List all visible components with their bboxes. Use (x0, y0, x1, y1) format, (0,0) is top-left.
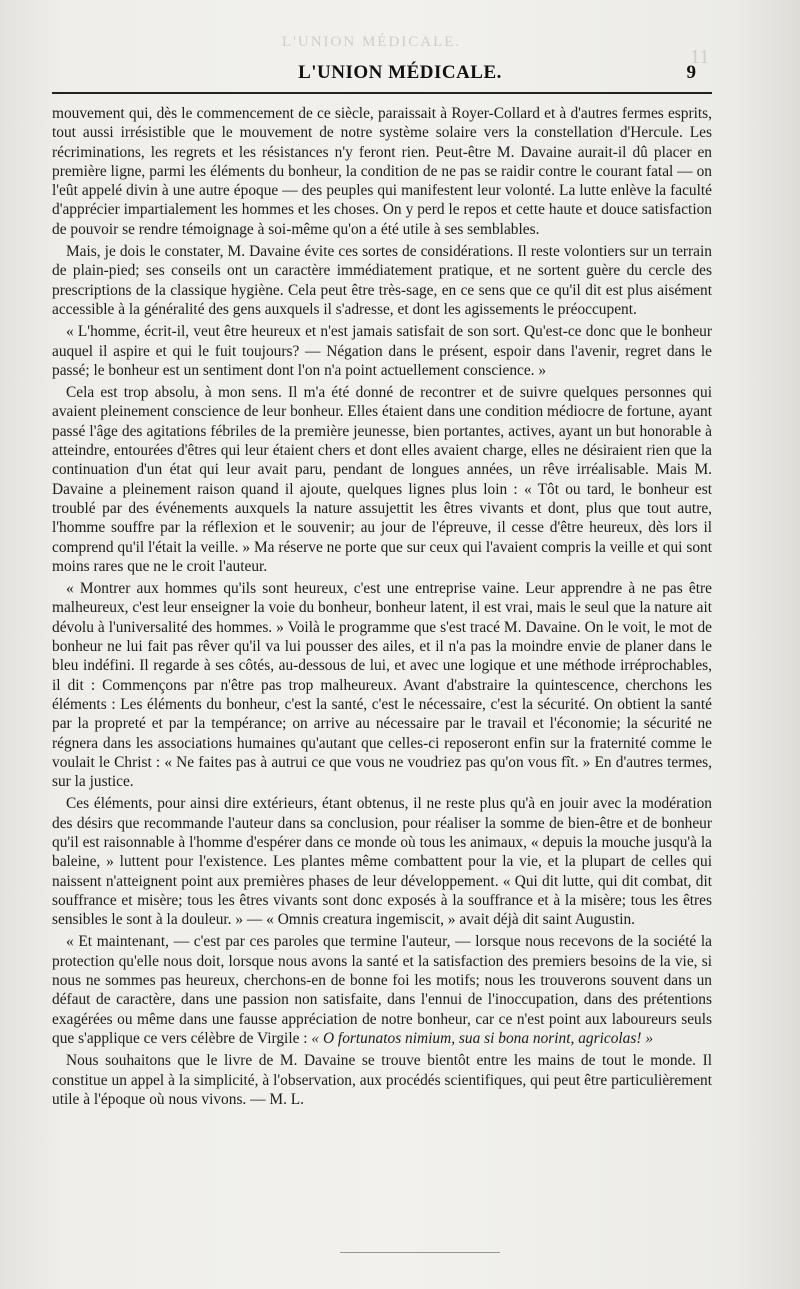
bleed-through-heading: L'UNION MÉDICALE. (282, 34, 462, 50)
paragraph-6: Ces éléments, pour ainsi dire extérieurs, étant obtenus, il ne reste plus qu'à en jouir avec la modération des désirs que recommande l'auteur dans sa conclusion, pour réaliser la somme de bien-être et de bonheur qu'il est raisonnable à l'homme d'espérer dans ce monde où tous les animaux, « depuis la mouche jusqu'à la baleine, » luttent pour l'existence. Les plantes même combattent pour la vie, et la plupart de celles qui naissent n'atteignent point aux premières phases de leur développement. « Qui dit lutte, qui dit combat, dit souffrance et misère; tous les êtres vivants sont donc exposés à la souffrance et à la misère; tous les êtres sensibles le sont à la douleur. » — « Omnis creatura ingemiscit, » avait déjà dit saint Augustin. (52, 795, 712, 929)
paragraph-2: Mais, je dois le constater, M. Davaine évite ces sortes de considérations. Il reste volontiers sur un terrain de plain-pied; ses conseils ont un caractère immédiatement pratique, et ne sortent guère du cercle des prescriptions de la classique hygiène. Cela peut être très-sage, en ce sens que ce qu'il dit est plus aisément accessible à la généralité des gens auxquels il s'adresse, et dont les agissements le préoccupent. (52, 243, 712, 318)
article-body (52, 104, 712, 1109)
paragraph-1: mouvement qui, dès le commencement de ce siècle, paraissait à Royer-Collard et à d'autres fermes esprits, tout aussi irrésistible que le mouvement de notre système solaire vers la constellation d'Hercule. Les récriminations, les regrets et les résistances n'y feront rien. Peut-être M. Davaine aurait-il dû placer en première ligne, parmi les éléments du bonheur, la condition de ne pas se raidir contre le courant fatal — on l'eût appelé divin à une autre époque — des peuples qui manifestent leur volonté. La lutte enlève la faculté d'apprécier impartialement les hommes et les choses. On y perd le repos et cette haute et douce satisfaction de pouvoir se rendre témoignage à soi-même qu'on a été utile à ses semblables. (52, 105, 712, 238)
paragraph-7-text: « Et maintenant, — c'est par ces paroles que termine l'auteur, — lorsque nous recevons de la société la protection qu'elle nous doit, lorsque nous avons la santé et la satisfaction des premiers besoins de la vie, si nous ne sommes pas heureux, cherchons-en de bonne foi les motifs; nous les trouverons souvent dans un défaut de caractère, dans une passion non satisfaite, dans l'ennui de l'inoccupation, dans des prétentions exagérées ou même dans une fausse appréciation de notre bonheur, car ce n'est point aux laboureurs seuls que s'applique ce vers célèbre de Virgile : (52, 933, 712, 1047)
paragraph-5: « Montrer aux hommes qu'ils sont heureux, c'est une entreprise vaine. Leur apprendre à ne pas être malheureux, c'est leur enseigner la voie du bonheur, bonheur latent, il est vrai, mais le seul que la nature ait dévolu à l'universalité des hommes. » Voilà le programme que s'est tracé M. Davaine. On le voit, le mot de bonheur ne lui fait pas rêver qu'il va lui pousser des ailes, et il n'a pas la moindre envie de planer dans le bleu indéfini. Il regarde à ses côtés, au-dessous de lui, et avec une logique et une méthode irréprochables, il dit : Commençons par n'être pas trop malheureux. Avant d'abstraire la quintescence, cherchons les éléments : Les éléments du bonheur, c'est la santé, c'est le nécessaire, c'est la sécurité. On obtient la santé par la propreté et par la tempérance; on arrive au nécessaire par le travail et l'économie; la sécurité ne régnera dans les associations humaines qu'autant que celles-ci reposeront enfin sur la fraternité comme le voulait le Christ : « Ne faites pas à autrui ce que vous ne voudriez pas qu'on vous fît. » En d'autres termes, sur la justice. (52, 580, 712, 791)
header-rule (52, 92, 712, 94)
paragraph-4: Cela est trop absolu, à mon sens. Il m'a été donné de recontrer et de suivre quelques personnes qui avaient pleinement conscience de leur bonheur. Elles étaient dans une condition médiocre de fortune, ayant passé l'âge des agitations fébriles de la première jeunesse, bien portantes, actives, ayant un but honorable à atteindre, entourées d'êtres qui leur étaient chers et dont elles avaient charge, elles ne désiraient rien que la continuation d'un état qui leur avait paru, pendant de longues années, un rêve irréalisable. Mais M. Davaine a pleinement raison quand il ajoute, quelques lignes plus loin : « Tôt ou tard, le bonheur est troublé par des événements auxquels la nature assujettit les êtres vivants et dont, plus que tout autre, l'homme souffre par la réflexion et le souvenir; au jour de l'épreuve, il cesse d'être heureux, dès lors il comprend qu'il l'était la veille. » Ma réserve ne porte que sur ceux qui l'avaient compris la veille et qui sont moins rares que ne le croit l'auteur. (52, 384, 712, 575)
virgil-quote: « O fortunatos nimium, sua si bona norint, agricolas! » (311, 1029, 654, 1047)
paragraph-8 (52, 1051, 712, 1109)
bleed-through-number: 11 (690, 46, 710, 68)
journal-title: L'UNION MÉDICALE. (298, 62, 502, 83)
author-signature: — M. L. (250, 1090, 305, 1108)
page-number: 9 (686, 62, 696, 83)
running-header (0, 62, 800, 86)
footer-rule (340, 1252, 500, 1253)
paragraph-3: « L'homme, écrit-il, veut être heureux et n'est jamais satisfait de son sort. Qu'est-ce donc que le bonheur auquel il aspire et qui le fuit toujours? — Négation dans le présent, espoir dans l'avenir, regret dans le passé; le bonheur est un sentiment dont l'on n'a point actuellement conscience. » (52, 323, 712, 379)
paragraph-8-text: Nous souhaitons que le livre de M. Davaine se trouve bientôt entre les mains de tout le monde. Il constitue un appel à la simplicité, à l'observation, aux procédés scientifiques, qui peut être particulièrement utile à l'époque où nous vivons. (52, 1052, 712, 1108)
paragraph-7 (52, 932, 712, 1048)
